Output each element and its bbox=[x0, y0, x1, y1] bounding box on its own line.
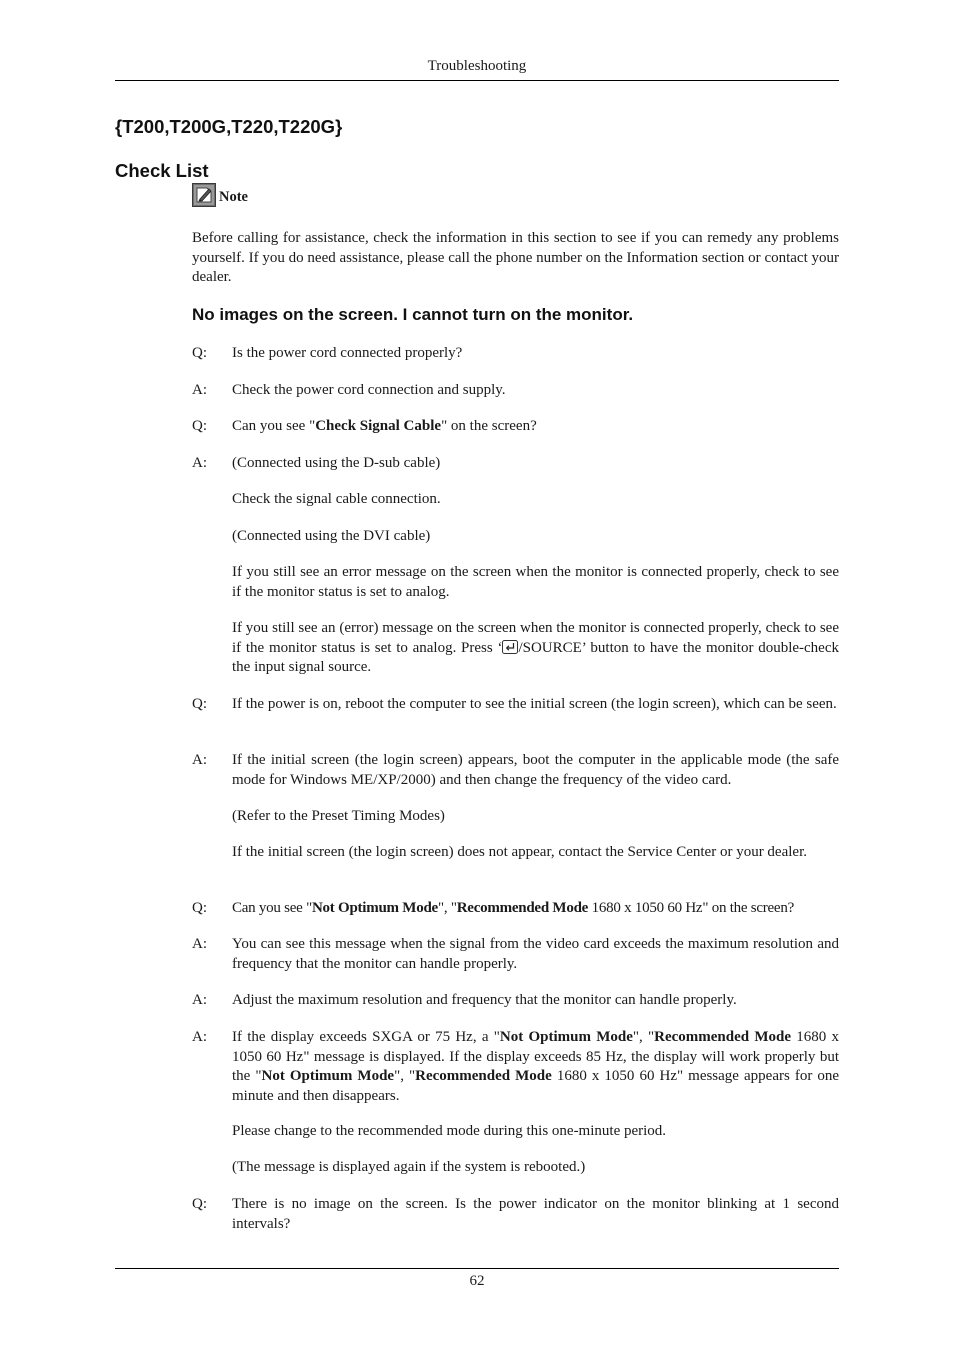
qa-answer-paragraph bbox=[192, 527, 839, 547]
bold-term: Not Optimum Mode bbox=[499, 1029, 633, 1045]
qa-answer bbox=[192, 935, 839, 974]
qa-text: There is no image on the screen. Is the power indicator on the monitor blinking at 1 second intervals? bbox=[232, 1196, 839, 1232]
qa-answer-paragraph bbox=[192, 490, 839, 510]
qa-text: (Refer to the Preset Timing Modes) bbox=[232, 808, 445, 824]
qa-label: A: bbox=[192, 1029, 207, 1045]
qa-answer-paragraph bbox=[192, 843, 839, 863]
qa-text: If you still see an error message on the screen when the monitor is connected properly, check to see if the monitor status is set to analog. bbox=[232, 564, 839, 600]
qa-question bbox=[192, 1195, 839, 1234]
qa-answer bbox=[192, 381, 839, 401]
bold-term: Recommended Mode bbox=[654, 1029, 791, 1045]
note-icon bbox=[192, 183, 216, 207]
qa-text: If the display exceeds SXGA or 75 Hz, a "Not Optimum Mode", "Recommended Mode 1680 x 1050 60 Hz" message is displayed. If the display exceeds 85 Hz, the display will work properly but the "Not Optimum Mode", "Recommended Mode 1680 x 1050 60 Hz" message appears for one minute and then disappears. bbox=[232, 1029, 840, 1104]
qa-text: Can you see "Not Optimum Mode", "Recommended Mode 1680 x 1050 60 Hz" on the screen? bbox=[232, 900, 794, 916]
qa-text: If the initial screen (the login screen) does not appear, contact the Service Center or your dealer. bbox=[232, 844, 807, 860]
qa-answer-paragraph bbox=[192, 1158, 839, 1178]
qa-label: Q: bbox=[192, 900, 207, 916]
bold-term: Check Signal Cable bbox=[315, 418, 442, 434]
section-title: Check List bbox=[115, 160, 209, 181]
qa-text: Check the power cord connection and supply. bbox=[232, 382, 506, 398]
qa-text: If the initial screen (the login screen) appears, boot the computer in the applicable mode (the safe mode for Windows ME/XP/2000) and then change the frequency of the video card. bbox=[232, 752, 839, 788]
qa-answer bbox=[192, 1028, 839, 1106]
qa-question bbox=[192, 695, 839, 715]
model-title: {T200,T200G,T220,T220G} bbox=[115, 116, 343, 137]
qa-answer bbox=[192, 454, 839, 474]
qa-label: Q: bbox=[192, 1196, 207, 1212]
qa-label: A: bbox=[192, 455, 207, 471]
footer-rule bbox=[115, 1268, 839, 1269]
qa-text: If the power is on, reboot the computer to see the initial screen (the login screen), which can be seen. bbox=[232, 696, 837, 712]
qa-label: Q: bbox=[192, 696, 207, 712]
note-label: Note bbox=[219, 189, 248, 205]
qa-label: A: bbox=[192, 992, 207, 1008]
header-rule bbox=[115, 80, 839, 81]
qa-text: If you still see an (error) message on the screen when the monitor is connected properly, check to see if the monitor status is set to analog. Press ‘ /SOURCE’ button to have the monitor double-check the input signal source. bbox=[232, 620, 839, 675]
qa-text: Please change to the recommended mode during this one-minute period. bbox=[232, 1123, 667, 1139]
page-number: 62 bbox=[469, 1273, 485, 1289]
qa-answer-paragraph bbox=[192, 619, 839, 678]
enter-key-icon bbox=[502, 640, 518, 654]
qa-answer bbox=[192, 991, 839, 1011]
bold-term: Recommended Mode bbox=[456, 900, 589, 916]
note-text: Before calling for assistance, check the information in this section to see if you can remedy any problems yourself. If you do need assistance, please call the phone number on the Information section or contact your dealer. bbox=[192, 230, 839, 285]
qa-text: (Connected using the DVI cable) bbox=[232, 528, 431, 544]
bold-term: Recommended Mode bbox=[415, 1068, 552, 1084]
bold-term: Not Optimum Mode bbox=[311, 900, 438, 916]
qa-text: Can you see "Check Signal Cable" on the screen? bbox=[232, 418, 537, 434]
qa-text: (The message is displayed again if the system is rebooted.) bbox=[232, 1159, 586, 1175]
qa-answer-paragraph bbox=[192, 1122, 839, 1142]
qa-text: (Connected using the D-sub cable) bbox=[232, 455, 441, 471]
qa-text: You can see this message when the signal from the video card exceeds the maximum resolution and frequency that the monitor can handle properly. bbox=[232, 936, 839, 972]
bold-term: Not Optimum Mode bbox=[261, 1068, 395, 1084]
qa-answer-paragraph bbox=[192, 563, 839, 602]
qa-label: A: bbox=[192, 382, 207, 398]
qa-question bbox=[192, 344, 839, 364]
qa-text: Check the signal cable connection. bbox=[232, 491, 441, 507]
qa-text: Adjust the maximum resolution and frequency that the monitor can handle properly. bbox=[232, 992, 737, 1008]
sub-heading: No images on the screen. I cannot turn on the monitor. bbox=[192, 305, 634, 324]
running-header: Troubleshooting bbox=[427, 58, 527, 74]
qa-label: Q: bbox=[192, 418, 207, 434]
qa-question bbox=[192, 899, 839, 919]
qa-label: A: bbox=[192, 936, 207, 952]
qa-text: Is the power cord connected properly? bbox=[232, 345, 463, 361]
qa-label: A: bbox=[192, 752, 207, 768]
qa-answer-paragraph bbox=[192, 807, 839, 827]
qa-answer bbox=[192, 751, 839, 790]
note-callout bbox=[192, 183, 248, 207]
qa-question bbox=[192, 417, 839, 437]
qa-label: Q: bbox=[192, 345, 207, 361]
